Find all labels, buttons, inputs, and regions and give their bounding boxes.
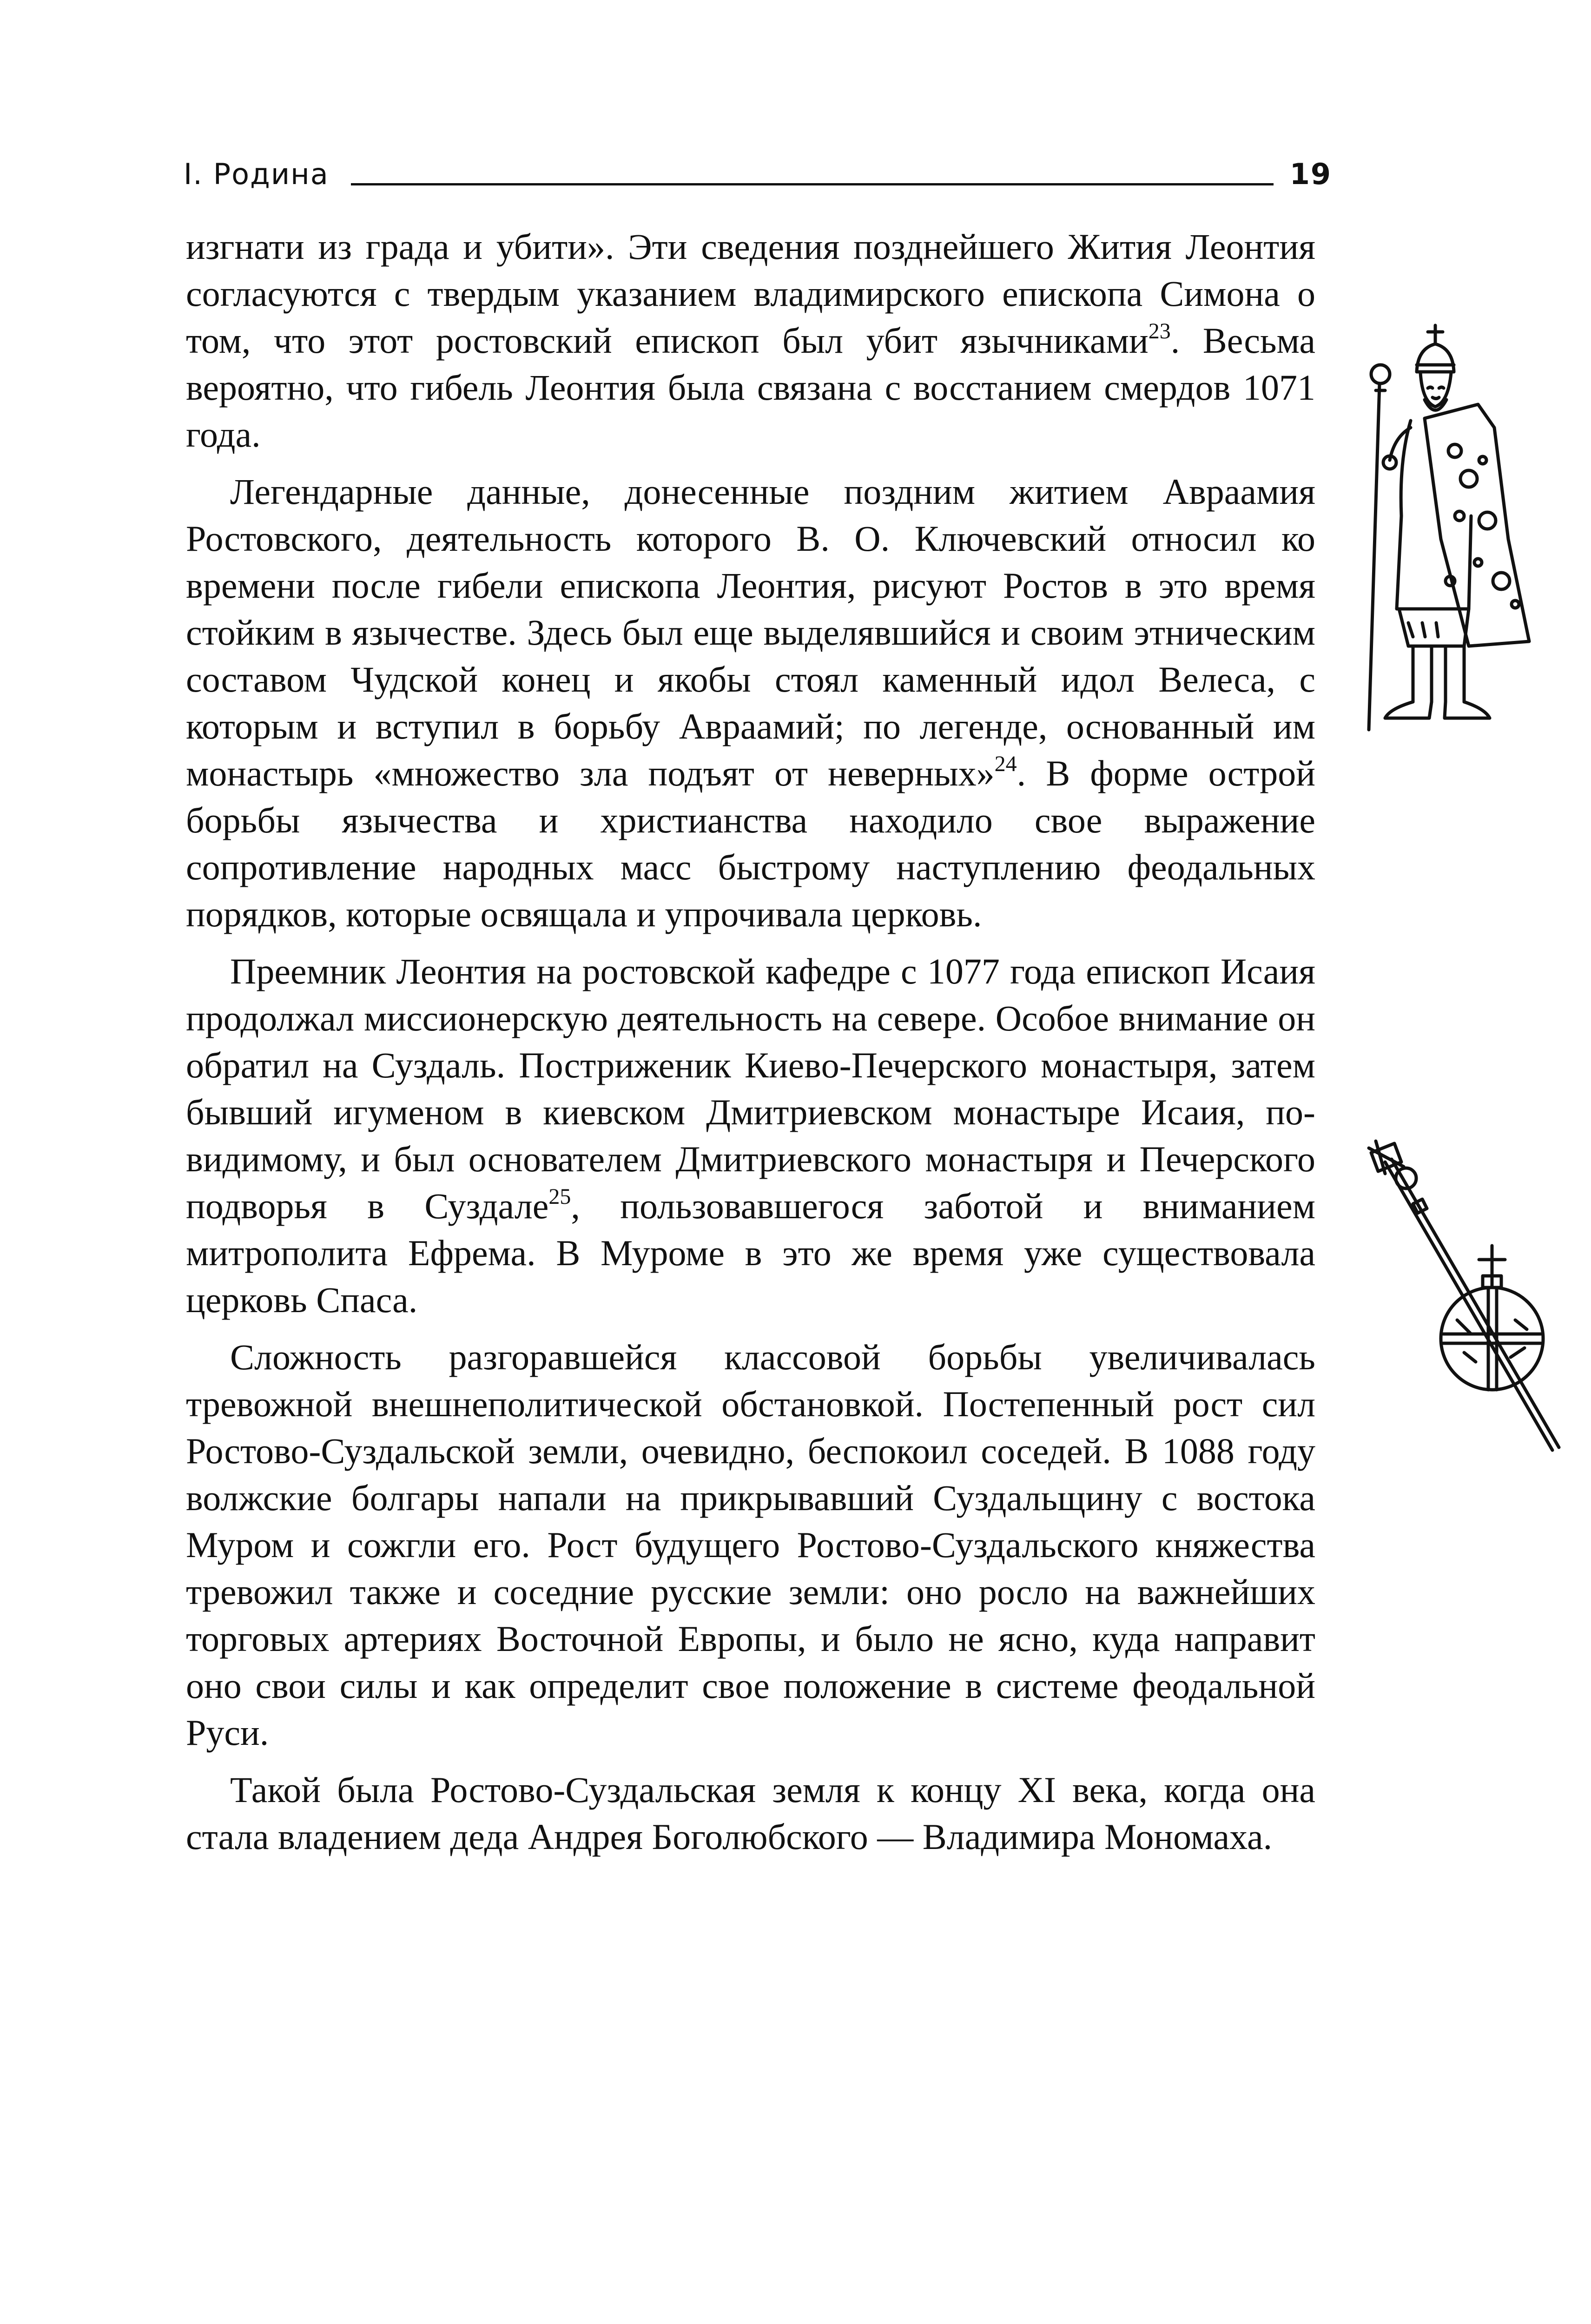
bishop-figure-illustration (1329, 321, 1580, 739)
footnote-ref-24: 24 (994, 752, 1017, 776)
paragraph-3: Преемник Леонтия на ростовской кафедре с 1077 года епископ Исаия продолжал миссионерскую деятельность на севере. Особое внимание он обратил на Суздаль. Постриженик Киево-Печерского монастыря, затем бывший игуменом в киевском Дмитриевском монастыре Исаия, по-видимому, и был основателем Дмитриевского монастыря и Печерского подворья в Суздале$^{25}$, пользовавшегося заботой и вниманием митрополита Ефрема. В Муроме в это же время уже существовала церковь Спаса. (186, 951, 1315, 1320)
running-head-title: I. Родина (184, 157, 329, 191)
paragraph-4: Сложность разгоравшейся классовой борьбы увеличивалась тревожной внешнеполитической обстановкой. Постепенный рост сил Ростово-Суздальской земли, очевидно, беспокоил соседей. В 1088 году волжские болгары напали на прикрывавший Суздальщину с востока Муром и сожгли его. Рост будущего Ростово-Суздальского княжества тревожил также и соседние русские земли: оно росло на важнейших торговых артериях Восточной Европы, и было не ясно, куда направит оно свои силы и как определит свое положение в системе феодальной Руси. (186, 1337, 1315, 1753)
running-head (184, 153, 1332, 195)
paragraph-2: Легендарные данные, донесенные поздним житием Авраамия Ростовского, деятельность которого В. О. Ключевский относил ко времени после гибели епископа Леонтия, рисуют Ростов в это время стойким в язычестве. Здесь был еще выделявшийся и своим этническим составом Чудской конец и якобы стоял каменный идол Велеса, с которым и вступил в борьбу Авраамий; по легенде, основанный им монастырь «множество зла подъят от неверных»$^{24}$. В форме острой борьбы язычества и христианства находило свое выражение сопротивление народных масс быстрому наступлению феодальных порядков, которые освящала и упрочивала церковь. (186, 471, 1315, 934)
orb-and-scepter-illustration (1357, 1134, 1580, 1459)
paragraph-5: Такой была Ростово-Суздальская земля к концу XI века, когда она стала владением деда Андрея Боголюбского — Владимира Мономаха. (186, 1769, 1315, 1857)
body-text (186, 223, 1315, 1870)
paragraph-1: изгнати из града и убити». Эти сведения позднейшего Жития Леонтия согласуются с твердым указанием владимирского епископа Симона о том, что этот ростовский епископ был убит язычниками$^{23}$. Весьма вероятно, что гибель Леонтия была связана с восстанием смердов 1071 года. (186, 226, 1315, 455)
footnote-ref-23: 23 (1148, 319, 1171, 343)
footnote-ref-25: 25 (548, 1184, 571, 1209)
running-head-rule (351, 183, 1274, 185)
page-number: 19 (1289, 157, 1332, 191)
